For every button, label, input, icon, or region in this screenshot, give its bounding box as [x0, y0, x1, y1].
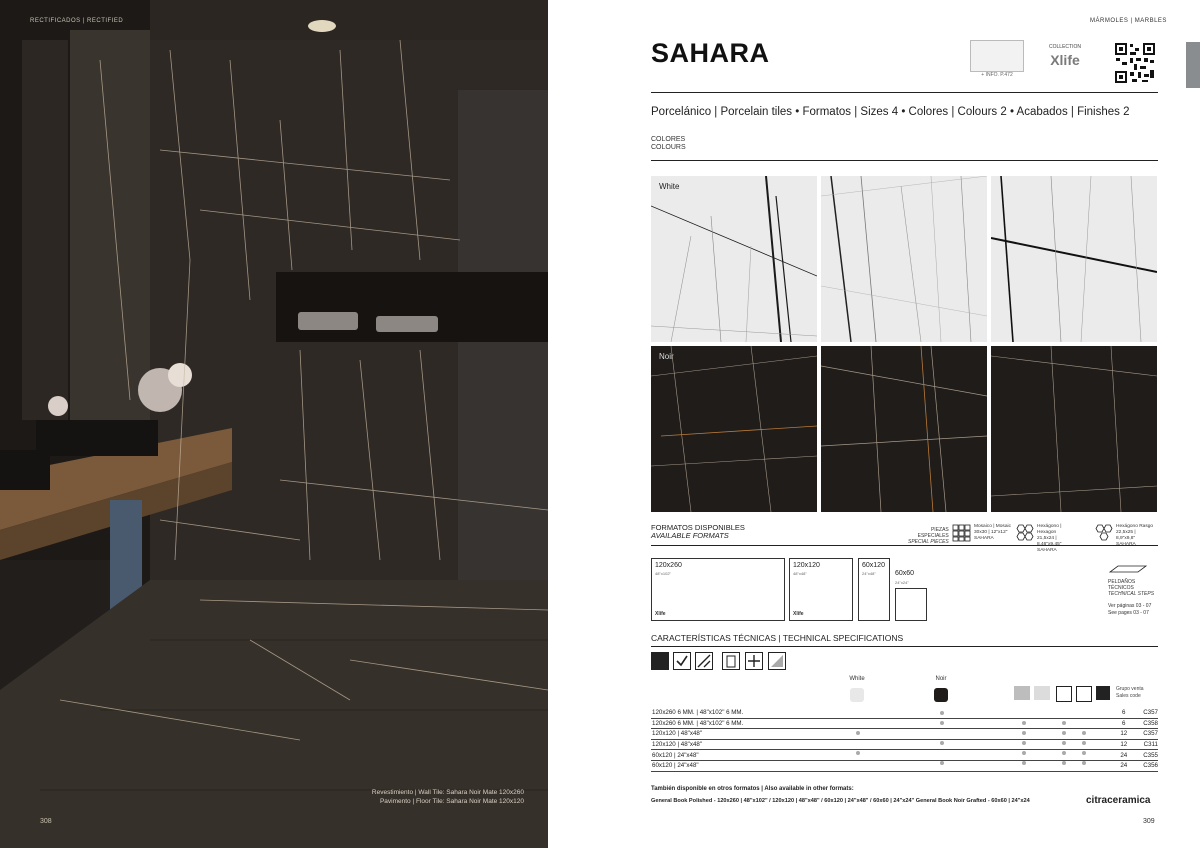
table-row	[651, 708, 1158, 718]
piezas-en: SPECIAL PIECES	[908, 539, 949, 545]
piece1-l2: 30x30 | 12"x12"	[974, 530, 1008, 535]
bathroom-scene	[0, 0, 548, 848]
row-format: 120x120 | 48"x48"	[651, 739, 853, 750]
logo2-mark: Xlife	[1050, 52, 1080, 68]
format-size: 60x120	[862, 562, 885, 569]
peldanos-en: TECHNICAL STEPS	[1108, 591, 1155, 597]
logo2-top: COLLECTION	[1049, 44, 1081, 50]
grupo2: Sales code	[1116, 693, 1141, 699]
row-code: C358	[1133, 718, 1158, 729]
format-120x260	[651, 558, 785, 621]
row-count: 12	[1115, 729, 1133, 740]
tile-white-2	[821, 176, 987, 342]
tile-label-noir: Noir	[659, 352, 674, 361]
formatos-es: FORMATOS DISPONIBLES	[651, 523, 745, 532]
piece2-l2: 21,5x24 | 8,46"x9,45"	[1037, 536, 1062, 547]
row-code: C356	[1133, 760, 1158, 771]
divider	[651, 92, 1158, 93]
tile-noir-2	[821, 346, 987, 512]
peldanos-code2: See pages 03 - 07	[1108, 610, 1149, 616]
row-code: C357	[1133, 729, 1158, 740]
format-60x120	[858, 558, 890, 621]
grupo1: Grupo venta	[1116, 686, 1144, 692]
row-format: 120x260 6 MM. | 48"x102" 6 MM.	[651, 708, 853, 718]
piezas-heading	[908, 527, 949, 545]
peldanos-tecnicos	[1108, 564, 1160, 617]
colores-heading	[651, 136, 686, 152]
formatos-heading	[651, 524, 745, 540]
piece2-l1: Hexágono | Hexagon	[1037, 524, 1062, 535]
format-sub: 48"x102"	[655, 571, 671, 576]
edge-tab	[1186, 42, 1200, 88]
divider	[651, 160, 1158, 161]
piece1-l1: Mosaico | Mosaic	[974, 524, 1011, 529]
piezas-es2: ESPECIALES	[917, 533, 949, 539]
xlife-collection-logo	[1040, 44, 1090, 80]
format-60x60-size: 60x60	[895, 570, 915, 577]
other-formats-list: General Book Polished - 120x260 | 48"x102" / 120x120 | 48"x48" / 60x120 | 24"x48" / 60x60 | 24"x24" General Book Noir Grafted - 60x60 | 24"x24	[651, 798, 1030, 804]
product-subtitle: Porcelánico | Porcelain tiles • Formatos | Sizes 4 • Colores | Colours 2 • Acabados | Finishes 2	[651, 106, 1130, 118]
grupo-venta	[1116, 686, 1144, 700]
row-code: C311	[1133, 739, 1158, 750]
row-count: 6	[1115, 708, 1133, 718]
caption-wall: Revestimiento | Wall Tile: Sahara Noir Mate 120x260	[371, 789, 524, 796]
caption-floor: Pavimento | Floor Tile: Sahara Noir Mate 120x120	[379, 798, 524, 805]
tile-noir-3	[991, 346, 1157, 512]
piezas-es: PIEZAS	[930, 527, 949, 533]
brand-logo: citraceramica	[1086, 795, 1151, 806]
logo1-info: + INFO. P.472	[981, 72, 1013, 78]
formatos-en: AVAILABLE FORMATS	[651, 531, 729, 540]
row-count: 24	[1115, 750, 1133, 761]
hexagon-rasgo-icon	[1094, 524, 1114, 542]
qr-code-icon	[1114, 42, 1156, 84]
format-60x60-sub: 24"x24"	[895, 580, 909, 585]
tile-label-white: White	[659, 182, 680, 191]
peldanos-es: PELDAÑOS	[1108, 579, 1136, 585]
mosaic-icon	[952, 524, 972, 542]
divider	[651, 646, 1158, 647]
row-format: 60x120 | 24"x48"	[651, 750, 853, 761]
format-60x60	[895, 588, 927, 621]
color-tiles	[651, 176, 1158, 512]
format-sub: 48"x48"	[793, 571, 807, 576]
check-icon	[673, 652, 691, 670]
colores-es: COLORES	[651, 136, 686, 143]
photo-caption	[304, 788, 524, 806]
piece2-l3: SAHARA	[1037, 548, 1057, 553]
tile-noir-1	[651, 346, 817, 512]
swatch-white	[850, 688, 864, 702]
piece1-l3: SAHARA	[974, 536, 994, 541]
section-header-right: MÁRMOLES | MARBLES	[1090, 18, 1167, 24]
row-count: 12	[1115, 739, 1133, 750]
page-number-right: 309	[1143, 818, 1155, 825]
door-icon	[722, 652, 740, 670]
format-sub: 24"x48"	[862, 571, 876, 576]
v2-icon	[768, 652, 786, 670]
page-number-left: 308	[40, 818, 52, 825]
slip-icon	[695, 652, 713, 670]
hexagon-icon	[1015, 524, 1035, 542]
bathroom-photo	[0, 0, 548, 848]
row-code: C355	[1133, 750, 1158, 761]
xlife-format-logo	[968, 40, 1026, 90]
peldanos-code1: Ver páginas 03 - 07	[1108, 603, 1152, 609]
col-noir-head: Noir	[935, 676, 947, 682]
dot-icon	[1056, 686, 1072, 702]
piece3-l3: SAHARA	[1116, 542, 1136, 547]
format-xlife: Xlife	[655, 611, 666, 617]
row-format: 60x120 | 24"x48"	[651, 760, 853, 771]
finish-polished-icon	[1034, 686, 1050, 700]
peldanos-es2: TÉCNICOS	[1108, 585, 1134, 591]
col-white-head: White	[849, 676, 865, 682]
triangle-icon	[1096, 686, 1110, 700]
row-count: 24	[1115, 760, 1133, 771]
divider	[651, 545, 1158, 546]
format-size: 120x120	[793, 562, 820, 569]
row-format: 120x120 | 48"x48"	[651, 729, 853, 740]
caracteristicas-heading: CARACTERÍSTICAS TÉCNICAS | TECHNICAL SPECIFICATIONS	[651, 633, 904, 643]
piece3-l1: Hexágono Rasgo	[1116, 524, 1154, 529]
tile-white-3	[991, 176, 1157, 342]
other-formats-note: También disponible en otros formatos | Also available in other formats:	[651, 786, 854, 792]
finish-matt-icon	[1014, 686, 1030, 700]
row-code: C357	[1133, 708, 1158, 718]
step-icon	[1108, 564, 1148, 574]
frost-icon	[745, 652, 763, 670]
section-header: RECTIFICADOS | RECTIFIED	[30, 18, 124, 24]
row-format: 120x260 6 MM. | 48"x102" 6 MM.	[651, 718, 853, 729]
pei-icon	[651, 652, 669, 670]
format-xlife: Xlife	[793, 611, 804, 617]
colores-en: COLOURS	[651, 144, 686, 151]
row-count: 6	[1115, 718, 1133, 729]
tile-white-1	[651, 176, 817, 342]
product-title: SAHARA	[651, 38, 770, 68]
swatch-noir	[934, 688, 948, 702]
format-size: 120x260	[655, 562, 682, 569]
piece3-l2: 22,5x25 | 8,9"x9,8"	[1116, 530, 1136, 541]
format-120x120	[789, 558, 853, 621]
sun-icon	[1076, 686, 1092, 702]
table-row	[651, 718, 1158, 729]
